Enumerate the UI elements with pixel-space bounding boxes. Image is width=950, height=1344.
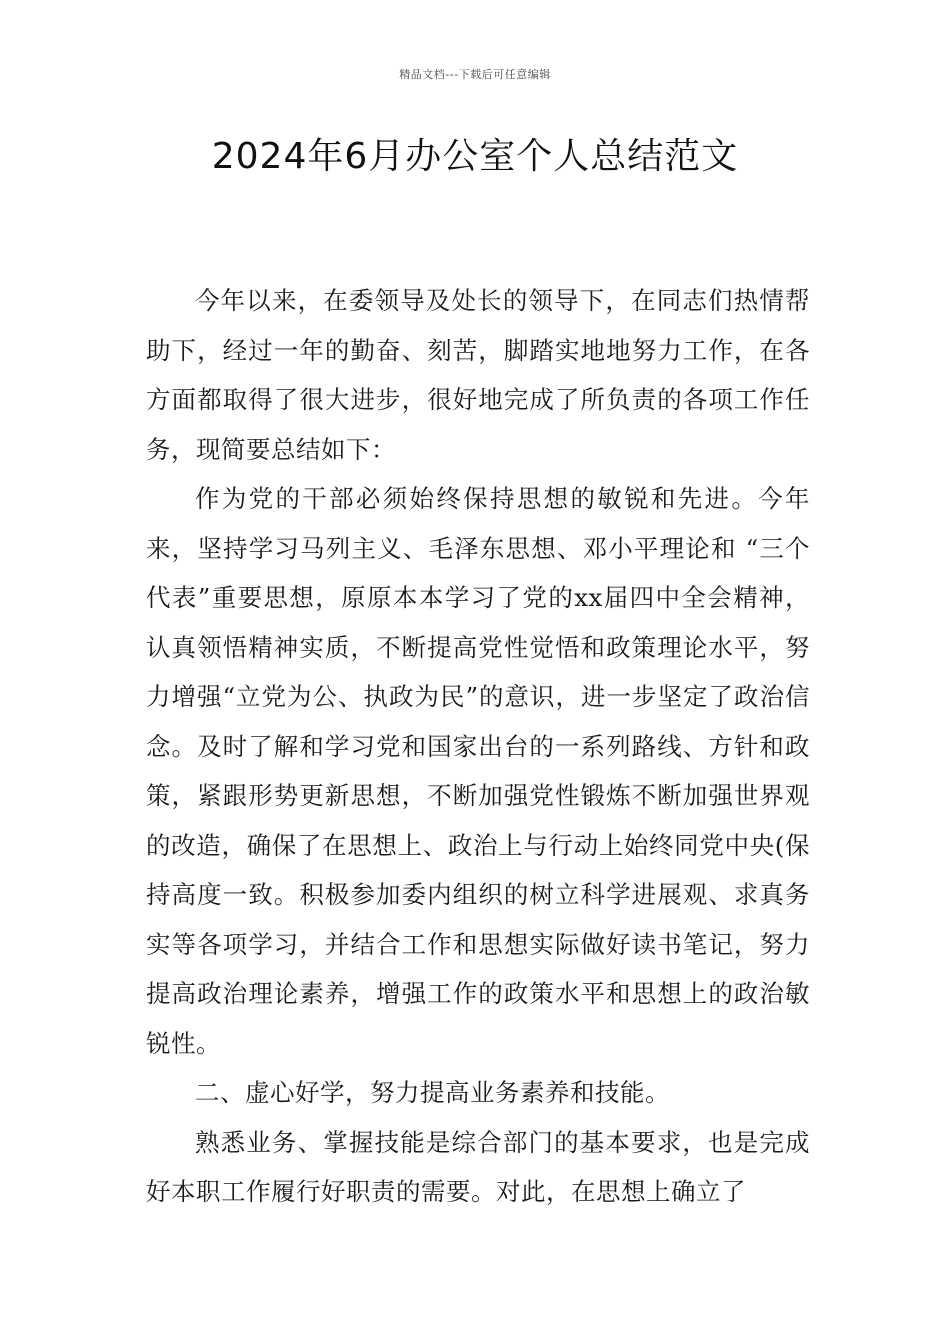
document-body [146,276,810,1217]
paragraph-intro: 今年以来，在委领导及处长的领导下，在同志们热情帮助下，经过一年的勤奋、刻苦，脚踏实地地努力工作，在各方面都取得了很大进步，很好地完成了所负责的各项工作任务，现简要总结如下： [146,286,810,464]
paragraph-political-study: 作为党的干部必须始终保持思想的敏锐和先进。今年来，坚持学习马列主义、毛泽东思想、邓小平理论和 “三个代表”重要思想，原原本本学习了党的xx届四中全会精神，认真领悟精神实质，不断提高党性觉悟和政策理论水平，努力增强“立党为公、执政为民”的意识，进一步坚定了政治信念。及时了解和学习党和国家出台的一系列路线、方针和政策，紧跟形势更新思想，不断加强党性锻炼不断加强世界观的改造，确保了在思想上、政治上与行动上始终同党中央(保持高度一致。积极参加委内组织的树立科学进展观、求真务实等各项学习，并结合工作和思想实际做好读书笔记，努力提高政治理论素养，增强工作的政策水平和思想上的政治敏锐性。 [146,484,810,1058]
page-header: 精品文档---下载后可任意编辑 [399,68,551,81]
section-heading-two: 二、虚心好学，努力提高业务素养和技能。 [195,1078,670,1107]
document-title: 2024年6月办公室个人总结范文 [211,136,739,177]
paragraph-business-skills: 熟悉业务、掌握技能是综合部门的基本要求，也是完成好本职工作履行好职责的需要。对此，在思想上确立了 [146,1127,810,1206]
